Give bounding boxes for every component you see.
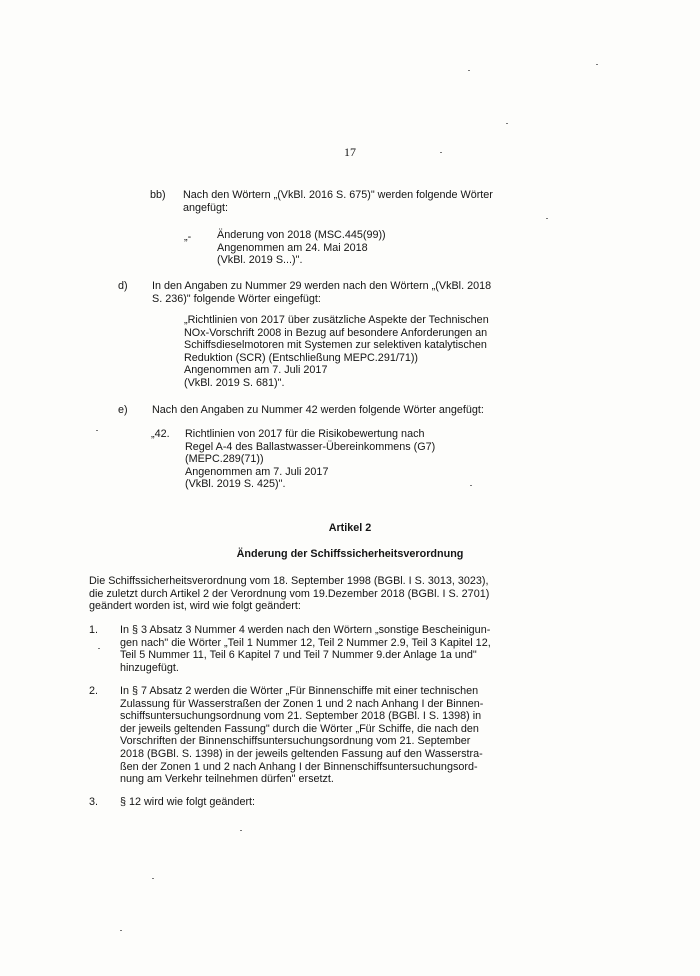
text-line: Nach den Angaben zu Nummer 42 werden folgende Wörter angefügt:: [152, 404, 484, 416]
text-line: Zulassung für Wasserstraßen der Zonen 1 und 2 nach Anhang I der Binnen-: [120, 697, 484, 710]
text-line: 2018 (BGBl. S. 1398) in der jeweils geltenden Fassung auf den Wasserstra-: [120, 747, 483, 760]
scan-speck: [120, 930, 122, 931]
list-item-number: 2.: [89, 685, 99, 697]
text-line: Vorschriften der Binnenschiffsuntersuchungsordnung vom 21. September: [120, 735, 471, 748]
text-line: In § 7 Absatz 2 werden die Wörter „Für Binnenschiffe mit einer technischen: [120, 685, 479, 697]
text-line: NOx-Vorschrift 2008 in Bezug auf besondere Anforderungen an: [184, 326, 488, 339]
text-line: Teil 5 Nummer 11, Teil 6 Kapitel 7 und Teil 7 Nummer 9.der Anlage 1a und": [120, 649, 477, 662]
text-line: In den Angaben zu Nummer 29 werden nach den Wörtern „(VkBl. 2018: [152, 280, 492, 292]
list-item-number: 3.: [89, 796, 99, 808]
text-line: In § 3 Absatz 3 Nummer 4 werden nach den Wörtern „sonstige Bescheinigun-: [120, 624, 491, 636]
text-line: Schiffsdieselmotoren mit Systemen zur selektiven katalytischen: [184, 339, 487, 352]
scan-speck: [240, 830, 242, 831]
list-item: [120, 624, 491, 674]
list-item: [120, 685, 483, 786]
text-line: § 12 wird wie folgt geändert:: [120, 796, 256, 808]
text-line: Regel A-4 des Ballastwasser-Übereinkommens (G7): [185, 440, 436, 453]
text-line: (VkBl. 2019 S. 681)".: [184, 376, 285, 389]
text-line: „Richtlinien von 2017 über zusätzliche Aspekte der Technischen: [184, 314, 489, 326]
text-line: Änderung von 2018 (MSC.445(99)): [217, 229, 386, 241]
scan-speck: [506, 123, 508, 124]
text-line: Nach den Wörtern „(VkBl. 2016 S. 675)" werden folgende Wörter: [183, 189, 493, 201]
text-line: gen nach" die Wörter „Teil 1 Nummer 12, Teil 2 Nummer 2.9, Teil 3 Kapitel 12,: [120, 636, 491, 649]
text-line: Reduktion (SCR) (Entschließung MEPC.291/71)): [184, 351, 419, 364]
item-e-quote: [185, 428, 435, 491]
item-bb-quote-mark: „-: [184, 231, 192, 243]
item-d-quote: [184, 314, 489, 390]
text-line: Angenommen am 24. Mai 2018: [217, 241, 368, 254]
text-line: angefügt:: [183, 201, 229, 214]
text-line: Angenommen am 7. Juli 2017: [184, 364, 328, 377]
scan-speck: [98, 648, 100, 649]
text-line: der jeweils geltenden Fassung" durch die Wörter „Für Schiffe, die nach den: [120, 722, 479, 735]
text-line: S. 236)" folgende Wörter eingefügt:: [152, 292, 321, 305]
scan-speck: [546, 218, 548, 219]
text-line: Richtlinien von 2017 für die Risikobewertung nach: [185, 428, 425, 440]
text-line: geändert worden ist, wird wie folgt geändert:: [89, 600, 301, 613]
scan-speck: [96, 430, 98, 431]
item-d-label: d): [118, 280, 128, 292]
text-line: Die Schiffssicherheitsverordnung vom 18. September 1998 (BGBl. I S. 3013, 3023),: [89, 575, 489, 587]
text-line: schiffsuntersuchungsordnung vom 21. September 2018 (BGBl. I S. 1398) in: [120, 710, 482, 723]
list-item-number: 1.: [89, 624, 99, 636]
page-number: 17: [344, 145, 356, 159]
item-d-text: [152, 280, 491, 305]
text-line: (VkBl. 2019 S. 425)".: [185, 478, 286, 491]
scan-speck: [470, 485, 472, 486]
item-bb-text: [183, 189, 493, 214]
text-line: die zuletzt durch Artikel 2 der Verordnung vom 19.Dezember 2018 (BGBl. I S. 2701): [89, 587, 490, 600]
article-title: Artikel 2: [328, 522, 372, 534]
list-item: [120, 796, 255, 809]
article-intro: [89, 575, 489, 613]
text-line: nung am Verkehr teilnehmen dürfen" ersetzt.: [120, 773, 334, 786]
article-subtitle: Änderung der Schiffssicherheitsverordnung: [236, 548, 464, 560]
item-e-quote-number: „42.: [151, 428, 170, 440]
item-bb-quote: [217, 229, 386, 267]
scan-speck: [440, 152, 442, 153]
item-e-text: [152, 404, 484, 417]
item-bb-label: bb): [150, 189, 166, 201]
text-line: hinzugefügt.: [120, 661, 179, 674]
text-line: (VkBl. 2019 S...)".: [217, 254, 303, 267]
text-line: Angenommen am 7. Juli 2017: [185, 465, 329, 478]
scan-speck: [468, 70, 470, 71]
scan-speck: [596, 64, 598, 65]
item-e-label: e): [118, 404, 128, 416]
text-line: (MEPC.289(71)): [185, 453, 264, 466]
scan-speck: [152, 878, 154, 879]
text-line: ßen der Zonen 1 und 2 nach Anhang I der Binnenschiffsuntersuchungsord-: [120, 760, 478, 773]
